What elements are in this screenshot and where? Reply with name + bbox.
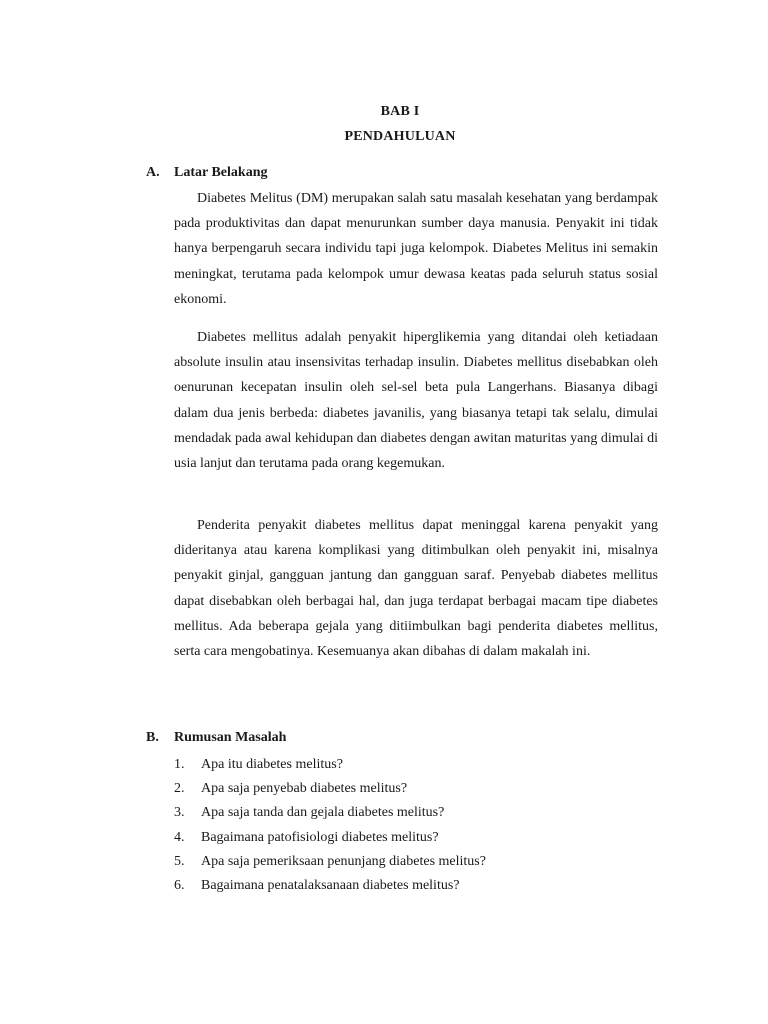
section-letter: B. (146, 730, 159, 745)
list-text: Apa saja penyebab diabetes melitus? (201, 781, 408, 797)
section-heading-rumusan-masalah (146, 730, 286, 746)
list-text: Bagaimana patofisiologi diabetes melitus? (201, 829, 439, 845)
list-text: Bagaimana penatalaksanaan diabetes melitus? (201, 877, 460, 893)
list-item (174, 874, 486, 898)
list-number: 6. (174, 877, 185, 893)
list-item (174, 753, 486, 777)
paragraph: Diabetes mellitus adalah penyakit hiperglikemia yang ditandai oleh ketiadaan absolute insulin atau insensivitas terhadap insulin. Diabetes mellitus disebabkan oleh oenurunan kecepatan insulin oleh sel-sel beta pula Langerhans. Biasanya dibagi dalam dua jenis berbeda: diabetes javanilis, yang biasanya tetapi tak selalu, dimulai mendadak pada awal kehidupan dan diabetes dengan awitan maturitas yang dimulai di usia lanjut dan terutama pada orang kegemukan. (174, 330, 659, 472)
list-text: Apa saja tanda dan gejala diabetes melitus? (201, 805, 445, 821)
paragraph: Diabetes Melitus (DM) merupakan salah satu masalah kesehatan yang berdampak pada produktivitas dan dapat menurunkan sumber daya manusia. Penyakit ini tidak hanya berpengaruh secara individu tapi juga kelompok. Diabetes Melitus ini semakin meningkat, terutama pada kelompok umur dewasa keatas pada seluruh status sosial ekonomi. (174, 191, 658, 307)
chapter-title: PENDAHULUAN (344, 129, 456, 144)
list-text: Apa saja pemeriksaan penunjang diabetes melitus? (201, 853, 486, 869)
section-heading-latar-belakang (146, 165, 267, 181)
list-number: 4. (174, 829, 185, 845)
list-item (174, 826, 486, 850)
list-number: 2. (174, 781, 185, 797)
list-item (174, 777, 486, 801)
list-number: 1. (174, 757, 185, 772)
list-number: 3. (174, 805, 185, 821)
chapter-number: BAB I (380, 104, 420, 119)
list-number: 5. (174, 853, 185, 869)
section-letter: A. (146, 165, 160, 180)
section-heading-text: Rumusan Masalah (174, 730, 287, 745)
section-heading-text: Latar Belakang (174, 165, 268, 180)
list-item (174, 801, 486, 825)
paragraph: Penderita penyakit diabetes mellitus dapat meninggal karena penyakit yang dideritanya atau karena komplikasi yang ditimbulkan oleh penyakit ini, misalnya penyakit ginjal, gangguan jantung dan gangguan saraf. Penyebab diabetes mellitus dapat disebabkan oleh berbagai hal, dan juga terdapat berbagai macam tipe diabetes mellitus. Ada beberapa gejala yang ditiimbulkan bagi penderita diabetes mellitus, serta cara mengobatinya. Kesemuanya akan dibahas di dalam makalah ini. (174, 518, 658, 660)
list-text: Apa itu diabetes melitus? (201, 757, 343, 772)
list-item (174, 850, 486, 874)
question-list (174, 753, 486, 898)
